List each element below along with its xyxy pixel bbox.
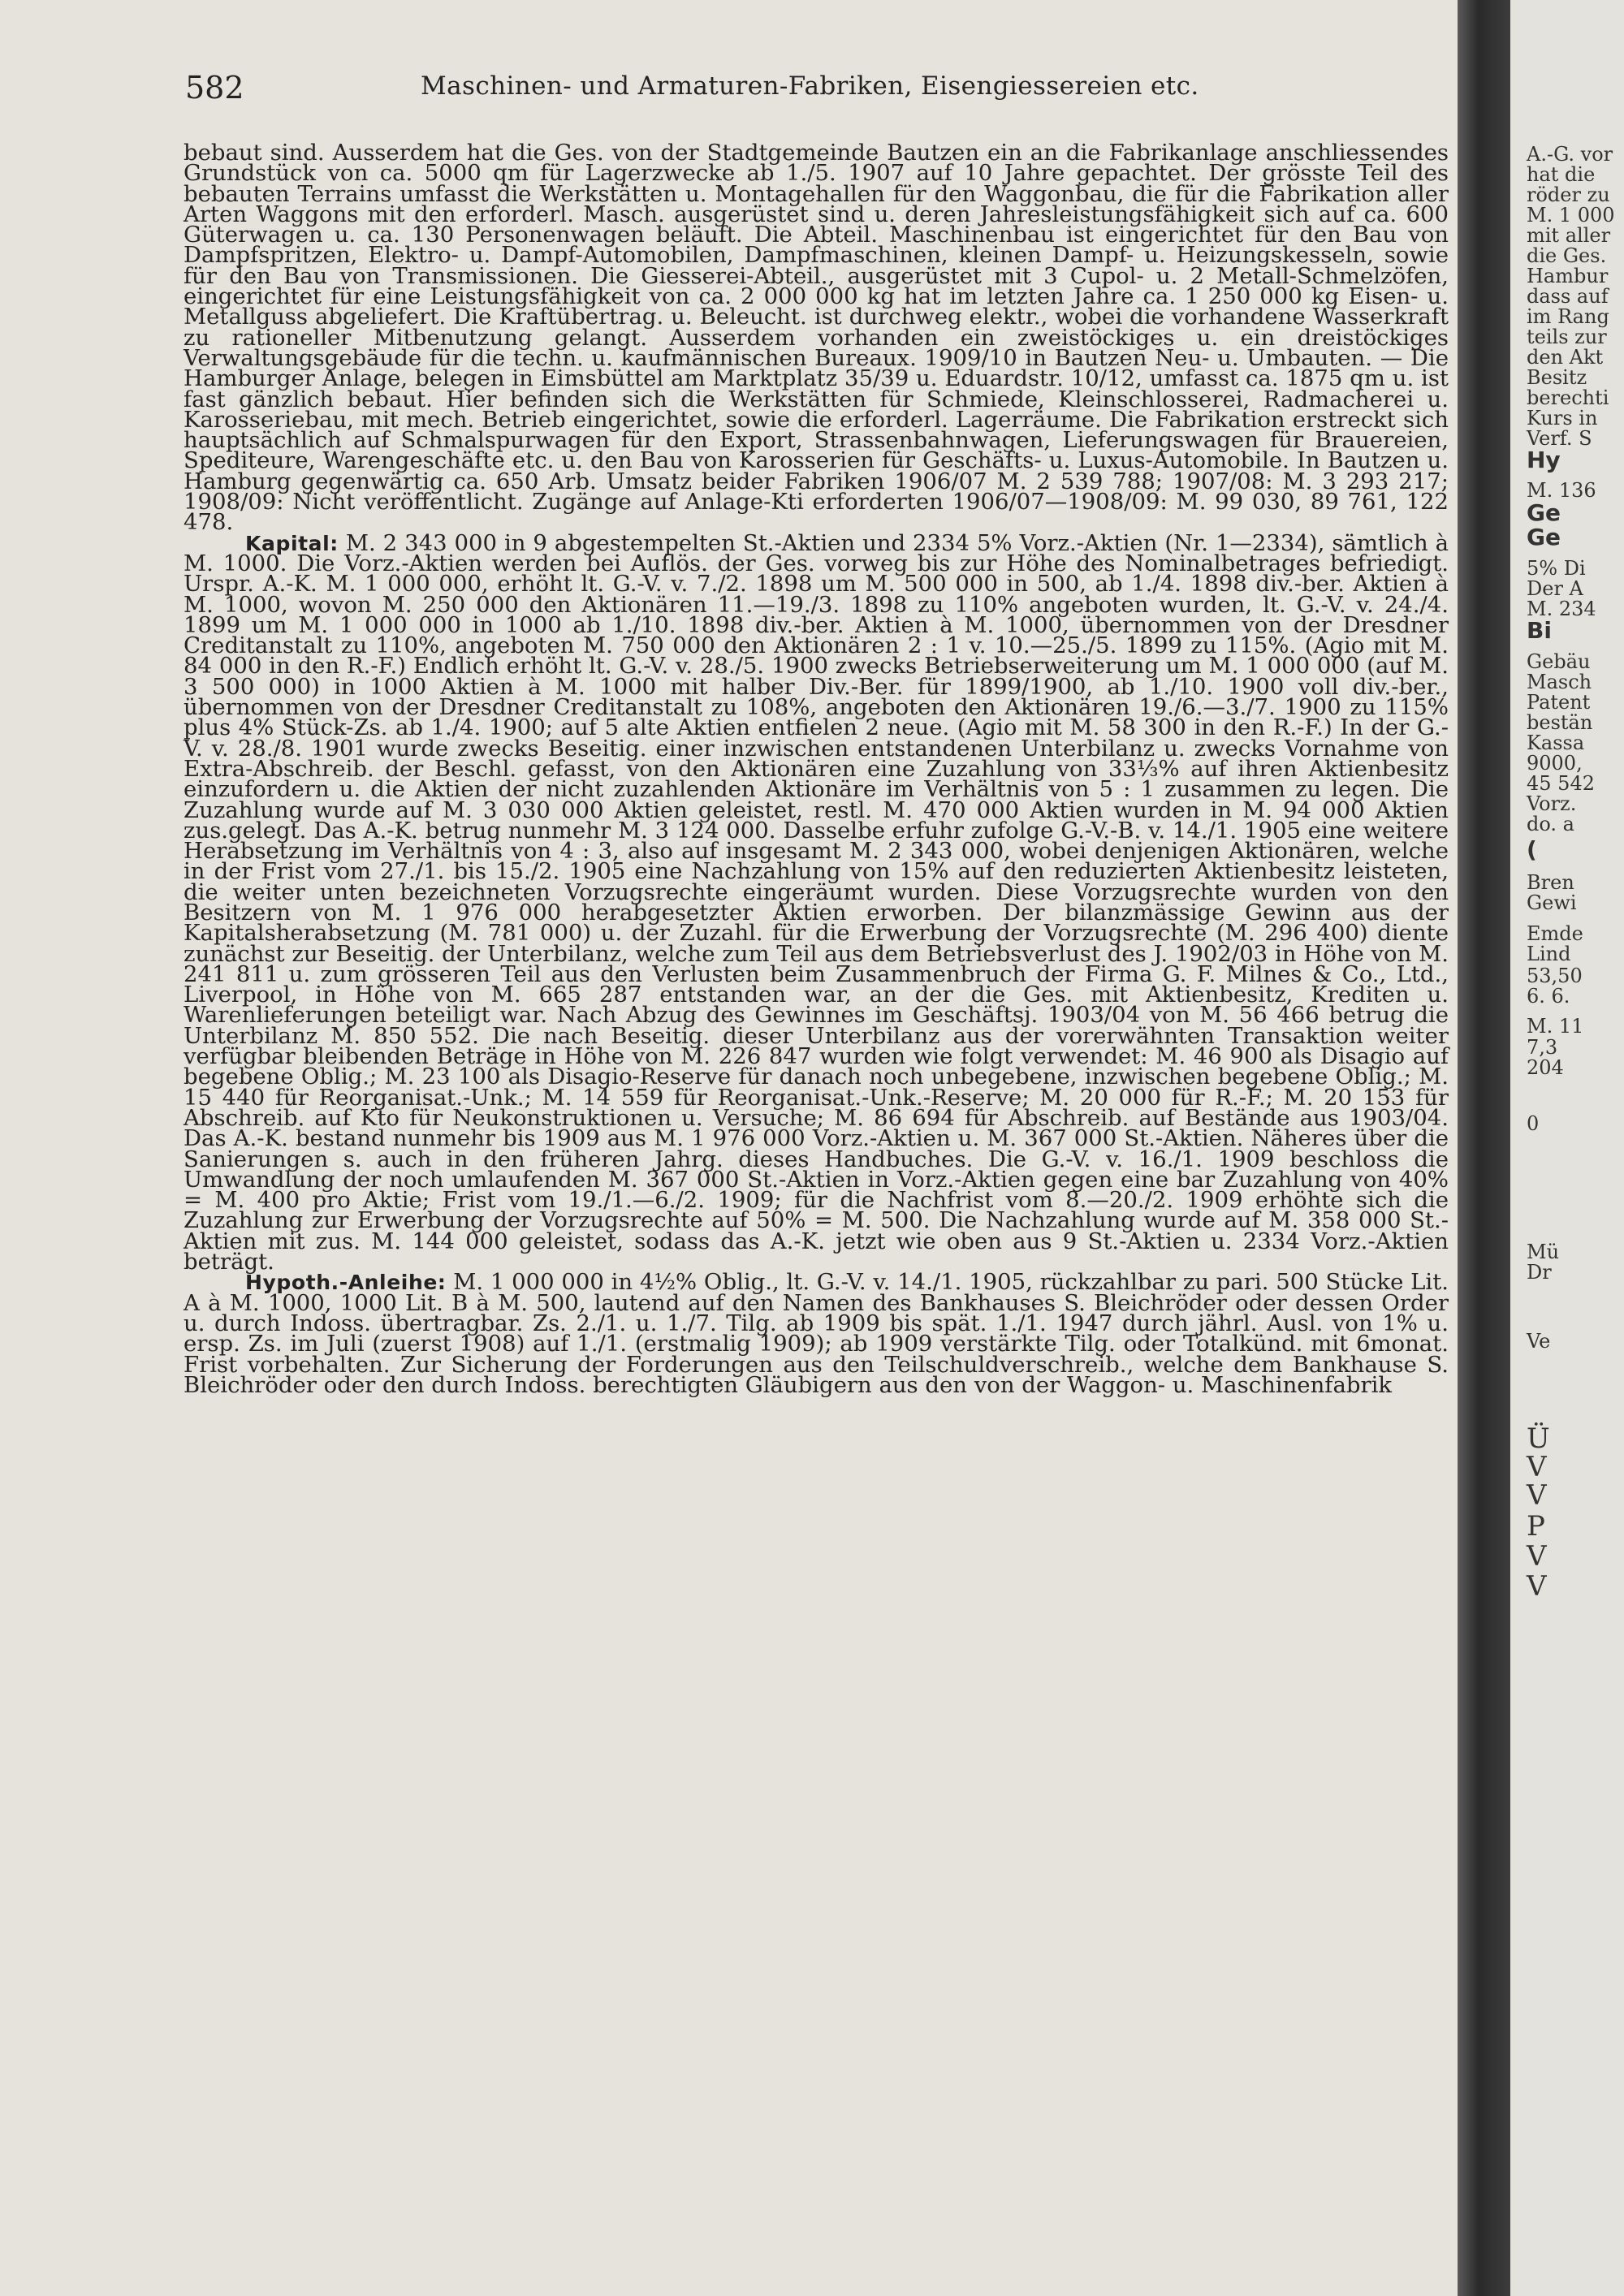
- facing-fragment: 53,50: [1527, 965, 1583, 987]
- facing-fragment: teils zur: [1527, 326, 1607, 348]
- section-heading-hypoth-anleihe: Hypoth.-Anleihe:: [245, 1271, 447, 1295]
- paragraph-text: M. 2 343 000 in 9 abgestempelten St.-Aktien und 2334 5% Vorz.-Aktien (Nr. 1—2334), sämtlich à M. 1000. Die Vorz.-Aktien werden bei Auflös. der Ges. vorweg bis zur Höhe des Nominalbetrages befriedigt. Urspr. A.-K. M. 1 000 000, erhöht lt. G.-V. v. 7./2. 1898 um M. 500 000 in 500, ab 1./4. 1898 div.-ber. Aktien à M. 1000, wovon M. 250 000 den Aktionären 11.—19./3. 1898 zu 110% angeboten wurden, lt. G.-V. v. 24./4. 1899 um M. 1 000 000 in 1000 ab 1./10. 1898 div.-ber. Aktien à M. 1000, übernommen von der Dresdner Creditanstalt zu 110%, angeboten M. 750 000 den Aktionären 2 : 1 v. 10.—25./5. 1899 zu 115%. (Agio mit M. 84 000 in den R.-F.) Endlich erhöht lt. G.-V. v. 28./5. 1900 zwecks Betriebserweiterung um M. 1 000 000 (auf M. 3 500 000) in 1000 Aktien à M. 1000 mit halber Div.-Ber. für 1899/1900, ab 1./10. 1900 voll div.-ber., übernommen von der Dresdner Creditanstalt zu 108%, angeboten den Aktionären 19./6.—3./7. 1900 zu 115% plus 4% Stück-Zs. ab 1./4. 1900; auf 5 alte Aktien entfielen 2 neue. (Agio mit M. 58 300 in den R.-F.) In der G.-V. v. 28./8. 1901 wurde zwecks Beseitig. einer inzwischen entstandenen Unterbilanz u. zwecks Vornahme von Extra-Abschreib. der Beschl. gefasst, von den Aktionären eine Zuzahlung von 33⅓% auf ihren Aktienbesitz einzufordern u. die Aktien der nicht zuzahlenden Aktionäre im Verhältnis von 5 : 1 zusammen zu legen. Die Zuzahlung wurde auf M. 3 030 000 Aktien geleistet, restl. M. 470 000 Aktien wurden in M. 94 000 Aktien zus.gelegt. Das A.-K. betrug nunmehr M. 3 124 000. Dasselbe erfuhr zufolge G.-V.-B. v. 14./1. 1905 eine weitere Herabsetzung im Verhältnis von 4 : 3, also auf insgesamt M. 2 343 000, wobei denjenigen Aktionären, welche in der Frist vom 27./1. bis 15./2. 1905 eine Nachzahlung von 15% auf den reduzierten Aktienbesitz leisteten, die weiter unten bezeichneten Vorzugsrechte eingeräumt wurden. Diese Vorzugsrechte wurden von den Besitzern von M. 1 976 000 herabgesetzter Aktien erworben. Der bilanzmässige Gewinn aus der Kapitalsherabsetzung (M. 781 000) u. der Zuzahl. für die Erwerbung der Vorzugsrechte (M. 296 400) diente zunächst zur Beseitig. der Unterbilanz, welche zum Teil aus dem Betriebsverlust des J. 1902/03 in Höhe von M. 241 811 u. zum grösseren Teil aus den Verlusten beim Zusammenbruch der Firma G. F. Milnes & Co., Ltd., Liverpool, in Höhe von M. 665 287 entstanden war, an der die Ges. mit Aktienbesitz, Krediten u. Warenlieferungen beteiligt war. Nach Abzug des Gewinnes im Geschäftsj. 1903/04 von M. 56 466 betrug die Unterbilanz M. 850 552. Die nach Beseitig. dieser Unterbilanz aus der vorerwähnten Transaktion weiter verfügbar bleibenden Beträge in Höhe von M. 226 847 wurden wie folgt verwendet: M. 46 900 als Disagio auf begebene Oblig.; M. 23 100 als Disagio-Reserve für danach noch unbegebene, inzwischen begebene Oblig.; M. 15 440 für Reorganisat.-Unk.; M. 14 559 für Reorganisat.-Unk.-Reserve; M. 20 000 für R.-F.; M. 20 153 für Abschreib. auf Kto für Neukonstruktionen u. Versuche; M. 86 694 für Abschreib. auf Bestände aus 1903/04. Das A.-K. bestand nunmehr bis 1909 aus M. 1 976 000 Vorz.-Aktien u. M. 367 000 St.-Aktien. Näheres über die Sanierungen s. auch in den früheren Jahrg. dieses Handbuches. Die G.-V. v. 16./1. 1909 beschloss die Umwandlung der noch umlaufenden M. 367 000 St.-Aktien in Vorz.-Aktien gegen eine bar Zuzahlung von 40% = M. 400 pro Aktie; Frist vom 19./1.—6./2. 1909; für die Nachfrist vom 8.—20./2. 1909 erhöhte sich die Zuzahlung zur Erwerbung der Vorzugsrechte auf 50% = M. 500. Die Nachzahlung wurde auf M. 358 000 St.-Aktien mit zus. M. 144 000 geleistet, sodass das A.-K. jetzt wie oben aus 9 St.-Aktien u. 2334 Vorz.-Aktien beträgt.: [184, 529, 1449, 1275]
- facing-fragment: Lind: [1527, 943, 1571, 965]
- facing-fragment: dass auf: [1527, 285, 1609, 308]
- facing-fragment: 45 542: [1527, 772, 1595, 795]
- facing-fragment: 6. 6.: [1527, 985, 1570, 1008]
- facing-fragment: M. 11: [1527, 1015, 1584, 1038]
- facing-fragment: Bren: [1527, 871, 1574, 894]
- facing-fragment: berechti: [1527, 386, 1609, 409]
- facing-fragment: bestän: [1527, 711, 1593, 734]
- facing-fragment: 5% Di: [1527, 557, 1586, 580]
- running-title: Maschinen- und Armaturen-Fabriken, Eisengiessereien etc.: [421, 71, 1199, 101]
- facing-fragment: A.-G. vor: [1527, 143, 1613, 166]
- facing-fragment: (: [1527, 836, 1537, 863]
- facing-fragment: Kurs in: [1527, 407, 1598, 429]
- facing-fragment: Emde: [1527, 922, 1583, 945]
- page-number: 582: [185, 70, 244, 106]
- facing-fragment: 204: [1527, 1056, 1564, 1079]
- section-heading-kapital: Kapital:: [245, 531, 339, 555]
- body-text: [184, 140, 1449, 1398]
- facing-fragment: Gebäu: [1527, 650, 1591, 673]
- facing-fragment: mit aller: [1527, 224, 1611, 247]
- facing-fragment: Kassa: [1527, 732, 1585, 754]
- facing-fragment: Gewi: [1527, 891, 1577, 914]
- facing-fragment: Dr: [1527, 1261, 1552, 1284]
- facing-fragment: do. a: [1527, 813, 1574, 835]
- paragraph-facilities: [184, 140, 1449, 536]
- facing-fragment: Masch: [1527, 671, 1592, 693]
- facing-fragment: die Ges.: [1527, 244, 1607, 267]
- facing-fragment: Bi: [1527, 617, 1552, 644]
- facing-fragment: M. 1 000: [1527, 204, 1615, 227]
- facing-fragment: Ge: [1527, 524, 1561, 550]
- facing-fragment: röder zu: [1527, 183, 1610, 206]
- paragraph-text: M. 1 000 000 in 4½% Oblig., lt. G.-V. v. 14./1. 1905, rückzahlbar zu pari. 500 Stücke Lit. A à M. 1000, 1000 Lit. B à M. 500, lautend auf den Namen des Bankhauses S. Bleichröder oder dessen Order u. durch Indoss. übertragbar. Zs. 2./1. u. 1./7. Tilg. ab 1909 bis spät. 1./1. 1947 durch jährl. Ausl. von 1% u. ersp. Zs. im Juli (zuerst 1908) auf 1./1. (erstmalig 1909); ab 1909 verstärkte Tilg. oder Totalkünd. mit 6monat. Frist vorbehalten. Zur Sicherung der Forderungen aus den Teilschuldverschreib., welche dem Bankhause S. Bleichröder oder den durch Indoss. berechtigten Gläubigern aus den von der Waggon- u. Maschinenfabrik: [184, 1269, 1449, 1398]
- facing-fragment: Ge: [1527, 499, 1561, 526]
- facing-fragment: 7,3: [1527, 1036, 1558, 1059]
- facing-fragment: Besitz: [1527, 366, 1587, 389]
- book-gutter: [1458, 0, 1510, 2296]
- facing-fragment: M. 234: [1527, 598, 1596, 620]
- paragraph-hypoth-anleihe: [184, 1269, 1449, 1398]
- facing-fragment: Vorz.: [1527, 792, 1577, 815]
- facing-fragment: P: [1527, 1510, 1545, 1543]
- facing-fragment: 0: [1527, 1112, 1540, 1135]
- facing-fragment: V: [1527, 1479, 1547, 1512]
- paragraph-kapital: [184, 529, 1449, 1275]
- facing-fragment: Ü: [1527, 1422, 1550, 1455]
- paragraph-text: bebaut sind. Ausserdem hat die Ges. von der Stadtgemeinde Bautzen ein an die Fabrikanlage anschliessendes Grundstück von ca. 5000 qm für Lagerzwecke ab 1./5. 1907 auf 10 Jahre gepachtet. Der grösste Teil des bebauten Terrains umfasst die Werkstätten u. Montagehallen für den Waggonbau, die für die Fabrikation aller Arten Waggons mit den erforderl. Masch. ausgerüstet sind u. deren Jahresleistungsfähigkeit sich auf ca. 600 Güterwagen u. ca. 130 Personenwagen beläuft. Die Abteil. Maschinenbau ist eingerichtet für den Bau von Dampfspritzen, Elektro- u. Dampf-Automobilen, Dampfmaschinen, kleinen Dampf- u. Heizungskesseln, sowie für den Bau von Transmissionen. Die Giesserei-Abteil., ausgerüstet mit 3 Cupol- u. 2 Metall-Schmelzöfen, eingerichtet für eine Leistungsfähigkeit von ca. 2 000 000 kg hat im letzten Jahre ca. 1 250 000 kg Eisen- u. Metallguss abgeliefert. Die Kraftübertrag. u. Beleucht. ist durchweg elektr., wobei die vorhandene Wasserkraft zu rationeller Mitbenutzung gelangt. Ausserdem vorhanden ein zweistöckiges u. ein dreistöckiges Verwaltungsgebäude für die techn. u. kaufmännischen Bureaux. 1909/10 in Bautzen Neu- u. Umbauten. — Die Hamburger Anlage, belegen in Eimsbüttel am Marktplatz 35/39 u. Eduardstr. 10/12, umfasst ca. 1875 qm u. ist fast gänzlich bebaut. Hier befinden sich die Werkstätten für Schmiede, Kleinschlosserei, Radmacherei u. Karosseriebau, mit mech. Betrieb eingerichtet, sowie die erforderl. Lagerräume. Die Fabrikation erstreckt sich hauptsächlich auf Schmalspurwagen für den Export, Strassenbahnwagen, Lieferungswagen für Brauereien, Spediteure, Warengeschäfte etc. u. den Bau von Karosserien für Geschäfts- u. Luxus-Automobile. In Bautzen u. Hamburg gegenwärtig ca. 650 Arb. Umsatz beider Fabriken 1906/07 M. 2 539 788; 1907/08: M. 3 293 217; 1908/09: Nicht veröffentlicht. Zugänge auf Anlage-Kti erforderten 1906/07—1908/09: M. 99 030, 89 761, 122 478.: [184, 140, 1449, 536]
- facing-fragment: Ve: [1527, 1330, 1551, 1353]
- facing-fragment: hat die: [1527, 163, 1596, 186]
- facing-fragment: im Rang: [1527, 305, 1609, 328]
- facing-fragment: V: [1527, 1451, 1547, 1483]
- facing-fragment: Der A: [1527, 577, 1583, 600]
- facing-fragment: Hy: [1527, 447, 1561, 473]
- facing-page-edge: [1510, 0, 1624, 2296]
- facing-fragment: 9000,: [1527, 752, 1583, 775]
- facing-fragment: Mü: [1527, 1241, 1560, 1263]
- facing-fragment: Verf. S: [1527, 427, 1592, 450]
- facing-fragment: V: [1527, 1540, 1547, 1573]
- facing-fragment: M. 136: [1527, 479, 1596, 502]
- facing-fragment: Patent: [1527, 691, 1591, 714]
- facing-fragment: den Akt: [1527, 346, 1604, 369]
- facing-fragment: V: [1527, 1570, 1547, 1603]
- running-header: [185, 70, 1436, 110]
- facing-fragment: Hambur: [1527, 265, 1609, 287]
